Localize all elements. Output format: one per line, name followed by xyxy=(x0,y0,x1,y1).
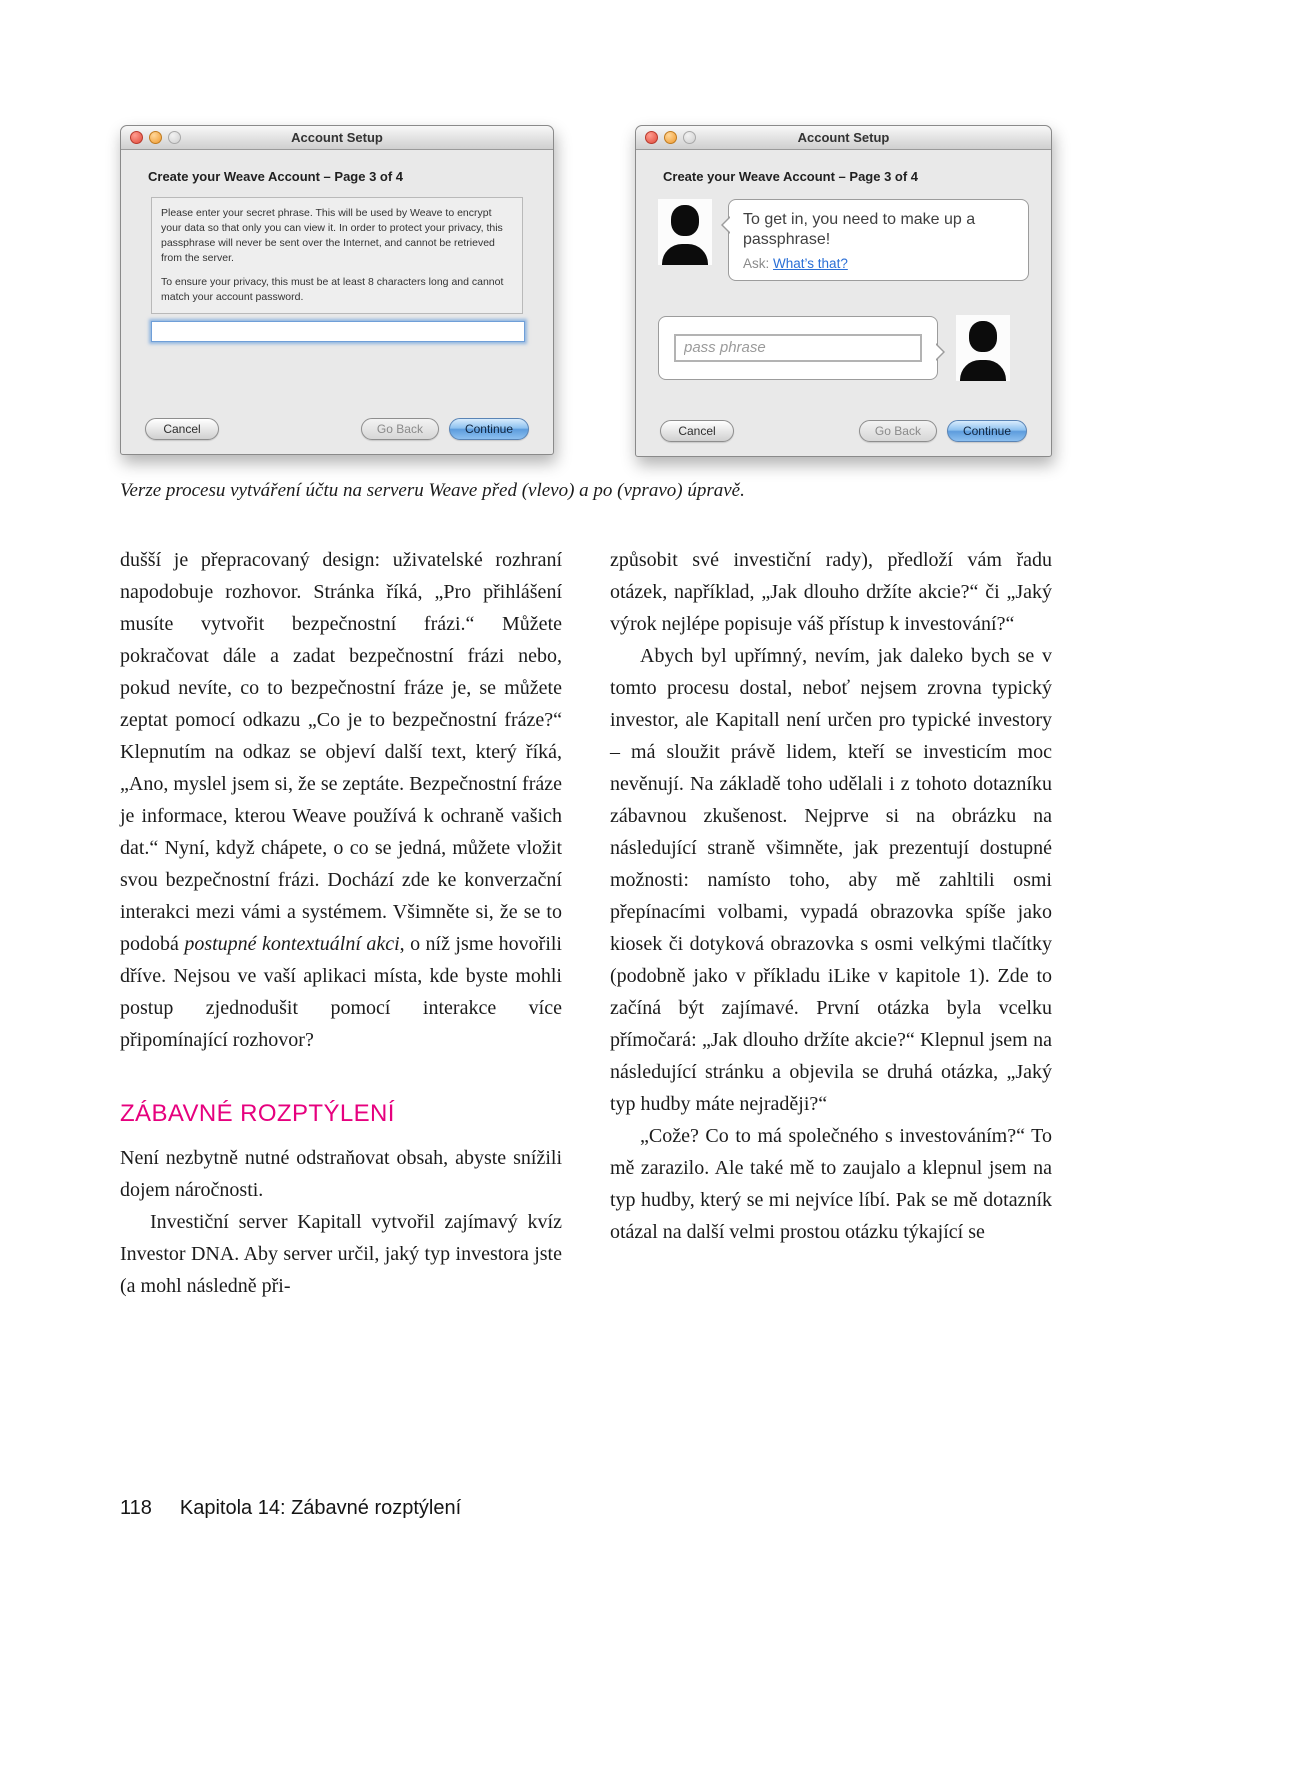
paragraph-text: , o níž jsme hovořili dříve. Nejsou ve vaší aplikaci místa, kde byste mohli postup zjednodušit pomocí interakce více připomínající rozhovor? xyxy=(120,933,562,1051)
dialog-heading: Create your Weave Account – Page 3 of 4 xyxy=(148,169,404,184)
avatar-head-shape xyxy=(969,321,997,352)
window-controls xyxy=(645,131,696,144)
minimize-window-button[interactable] xyxy=(664,131,677,144)
paragraph-text: dušší je přepracovaný design: uživatelské rozhraní napodobuje rozhovor. Stránka říká, „Pro přihlášení musíte vytvořit bezpečnostní frázi.“ Můžete pokračovat dále a zadat bezpečnostní frázi nebo, pokud nevíte, co to bezpečnostní fráze je, se můžete zeptat pomocí odkazu „Co je to bezpečnostní fráze?“ Klepnutím na odkaz se objeví další text, který říká, „Ano, myslel jsem si, že se zeptáte. Bezpečnostní fráze je informace, kterou Weave používá k ochraně vašich dat.“ Nyní, když chápete, o co se jedná, můžete vložit svou bezpečnostní frázi. Dochází zde ke konverzační interakci mezi vámi a systémem. Všimněte si, že se to podobá xyxy=(120,549,562,955)
assistant-avatar xyxy=(658,199,712,265)
emphasized-phrase: postupné kontextuální akci xyxy=(184,933,400,955)
zoom-window-button[interactable] xyxy=(683,131,696,144)
account-setup-dialog-after xyxy=(635,125,1052,457)
go-back-button[interactable]: Go Back xyxy=(859,420,937,442)
window-controls xyxy=(130,131,181,144)
paragraph: „Cože? Co to má společného s investováním?“ To mě zarazilo. Ale také mě to zaujalo a klepnul jsem na typ hudby, který se mi nejvíce líbí. Pak se mě dotazník otázal na další velmi prostou otázku týkající se xyxy=(610,1125,1052,1243)
window-titlebar xyxy=(121,126,553,150)
secret-phrase-input[interactable] xyxy=(151,321,525,342)
chapter-title: Kapitola 14: Zábavné rozptýlení xyxy=(179,1497,462,1519)
user-avatar xyxy=(956,315,1010,381)
speech-bubble-text: To get in, you need to make up a passphrase! xyxy=(743,211,976,249)
whats-that-link[interactable]: What’s that? xyxy=(773,255,848,271)
ask-line xyxy=(743,256,1014,271)
close-window-button[interactable] xyxy=(130,131,143,144)
avatar-shoulders-shape xyxy=(960,360,1006,381)
section-heading: ZÁBAVNÉ ROZPTÝLENÍ xyxy=(120,1100,395,1127)
page-number: 118 xyxy=(120,1497,152,1519)
assistant-row xyxy=(658,199,1029,281)
window-titlebar xyxy=(636,126,1051,150)
dialog-body xyxy=(121,150,553,454)
passphrase-input[interactable] xyxy=(674,334,922,362)
passphrase-bubble xyxy=(658,316,938,380)
avatar-shoulders-shape xyxy=(662,244,708,265)
description-text: Please enter your secret phrase. This will be used by Weave to encrypt your data so that only you can view it. In order to protect your privacy, this passphrase will never be sent over the Internet, and cannot be retrieved from the server. xyxy=(161,207,503,264)
continue-button[interactable]: Continue xyxy=(947,420,1027,442)
description-box xyxy=(151,197,523,314)
cancel-button[interactable]: Cancel xyxy=(660,420,734,442)
dialog-buttons-right xyxy=(859,420,1027,442)
zoom-window-button[interactable] xyxy=(168,131,181,144)
paragraph: Abych byl upřímný, nevím, jak daleko bych se v tomto procesu dostal, neboť nejsem zrovna typický investor, ale Kapitall není určen pro typické investory – má sloužit právě lidem, kteří se investicím moc nevěnují. Na základě toho udělali i z tohoto dotazníku zábavnou zkušenost. Nejprve si na obrázku na následující straně všimněte, jak prezentují dostupné možnosti: namísto toho, aby mě zahltili osmi přepínacími volbami, vypadá obrazovka spíše jako kiosek či dotyková obrazovka s osmi velkými tlačítky (podobně jako v příkladu iLike v kapitole 1). Zde to začíná být zajímavé. První otázka byla vcelku přímočará: „Jak dlouho držíte akcie?“ Klepnul jsem na následující stránku a objevila se druhá otázka, „Jaký typ hudby máte nejraději?“ xyxy=(610,645,1052,1115)
dialog-heading: Create your Weave Account – Page 3 of 4 xyxy=(663,169,919,184)
passphrase-row xyxy=(658,315,1029,381)
note-text: To ensure your privacy, this must be at least 8 characters long and cannot match your account password. xyxy=(161,275,504,303)
figure-caption: Verze procesu vytváření účtu na serveru Weave před (vlevo) a po (vpravo) úpravě. xyxy=(120,480,745,501)
avatar-head-shape xyxy=(671,205,699,236)
window-title: Account Setup xyxy=(797,130,890,145)
left-column xyxy=(120,544,562,1302)
figure-row xyxy=(120,125,1052,457)
account-setup-dialog-before xyxy=(120,125,554,455)
dialog-buttons xyxy=(121,418,553,454)
paragraph: Investiční server Kapitall vytvořil zajímavý kvíz Investor DNA. Aby server určil, jaký typ investora jste (a mohl následně při- xyxy=(120,1211,562,1297)
window-title: Account Setup xyxy=(291,130,383,145)
dialog-buttons-right xyxy=(361,418,529,440)
right-column xyxy=(610,544,1052,1302)
paragraph: způsobit své investiční rady), předloží vám řadu otázek, například, „Jak dlouho držíte akcie?“ či „Jaký výrok nejlépe popisuje váš přístup k investování?“ xyxy=(610,549,1052,635)
dialog-buttons xyxy=(636,420,1051,456)
go-back-button[interactable]: Go Back xyxy=(361,418,439,440)
dialog-body xyxy=(636,150,1051,456)
cancel-button[interactable]: Cancel xyxy=(145,418,219,440)
minimize-window-button[interactable] xyxy=(149,131,162,144)
paragraph xyxy=(120,544,562,1056)
paragraph: Není nezbytně nutné odstraňovat obsah, abyste snížili dojem náročnosti. xyxy=(120,1147,562,1201)
article-columns xyxy=(120,544,1052,1302)
page-content xyxy=(120,125,1052,1302)
ask-prefix: Ask: xyxy=(743,255,770,271)
close-window-button[interactable] xyxy=(645,131,658,144)
page-footer xyxy=(120,1497,461,1520)
speech-bubble xyxy=(728,199,1029,281)
continue-button[interactable]: Continue xyxy=(449,418,529,440)
